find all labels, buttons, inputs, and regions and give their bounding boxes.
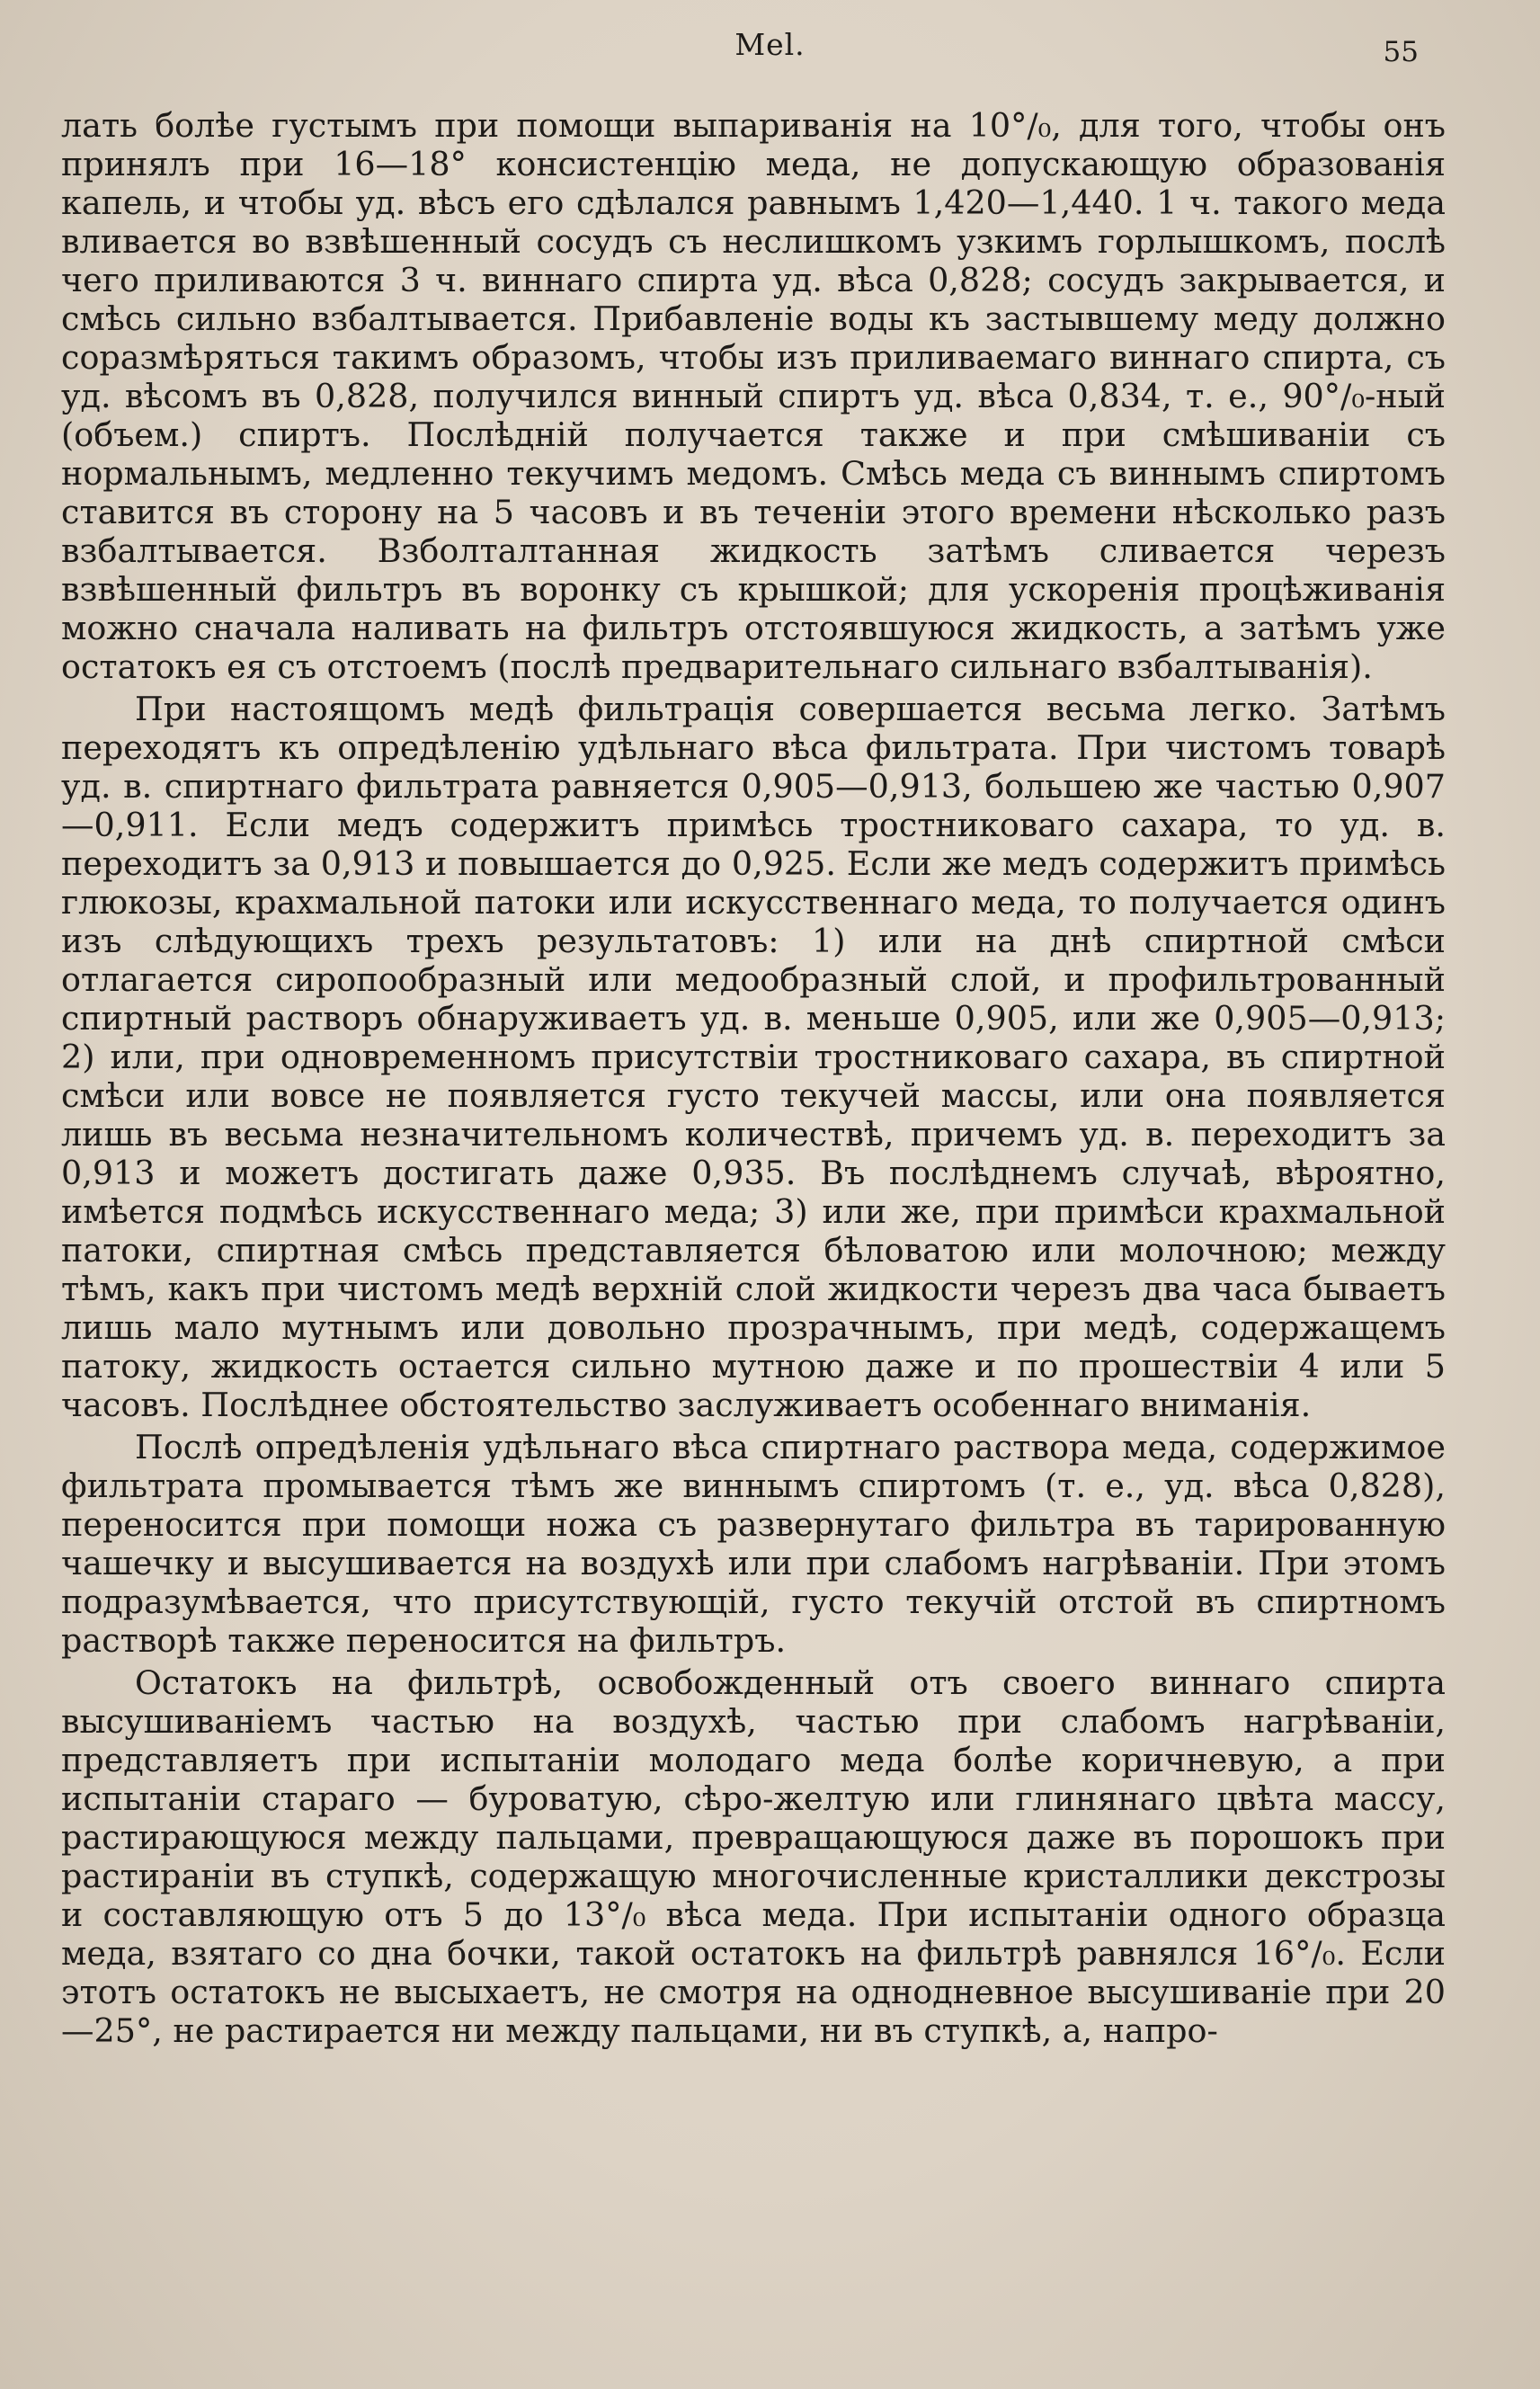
- running-head: [0, 27, 1540, 81]
- body-text: [61, 106, 1446, 2050]
- paragraph-2: При настоящомъ медѣ фильтрація совершается весьма легко. Затѣмъ переходятъ къ опредѣленію удѣльнаго вѣса фильтрата. При чистомъ товарѣ уд. в. спиртнаго фильтрата равняется 0,905—0,913, большею же частью 0,907—0,911. Если медъ содержитъ примѣсь тростниковаго сахара, то уд. в. переходитъ за 0,913 и повышается до 0,925. Если же медъ содержитъ примѣсь глюкозы, крахмальной патоки или искусственнаго меда, то получается одинъ изъ слѣдующихъ трехъ результатовъ: 1) или на днѣ спиртной смѣси отлагается сиропообразный или медообразный слой, и профильтрованный спиртный растворъ обнаруживаетъ уд. в. меньше 0,905, или же 0,905—0,913; 2) или, при одновременномъ присутствіи тростниковаго сахара, въ спиртной смѣси или вовсе не появляется густо текучей массы, или она появляется лишь въ весьма незначительномъ количествѣ, причемъ уд. в. переходитъ за 0,913 и можетъ достигать даже 0,935. Въ послѣднемъ случаѣ, вѣроятно, имѣется подмѣсь искусственнаго меда; 3) или же, при примѣси крахмальной патоки, спиртная смѣсь представляется бѣловатою или молочною; между тѣмъ, какъ при чистомъ медѣ верхній слой жидкости черезъ два часа бываетъ лишь мало мутнымъ или довольно прозрачнымъ, при медѣ, содержащемъ патоку, жидкость остается сильно мутною даже и по прошествіи 4 или 5 часовъ. Послѣднее обстоятельство заслуживаетъ особеннаго вниманія.: [61, 690, 1446, 1424]
- running-title: Mel.: [734, 27, 806, 62]
- paragraph-1: лать болѣе густымъ при помощи выпариванія на 10°/₀, для того, чтобы онъ принялъ при 16—18° консистенцію меда, не допускающую образованія капель, и чтобы уд. вѣсъ его сдѣлался равнымъ 1,420—1,440. 1 ч. такого меда вливается во взвѣшенный сосудъ съ неслишкомъ узкимъ горлышкомъ, послѣ чего приливаются 3 ч. виннаго спирта уд. вѣса 0,828; сосудъ закрывается, и смѣсь сильно взбалтывается. Прибавленіе воды къ застывшему меду должно соразмѣряться такимъ образомъ, чтобы изъ приливаемаго виннаго спирта, съ уд. вѣсомъ въ 0,828, получился винный спиртъ уд. вѣса 0,834, т. е., 90°/₀-ный (объем.) спиртъ. Послѣдній получается также и при смѣшиваніи съ нормальнымъ, медленно текучимъ медомъ. Смѣсь меда съ виннымъ спиртомъ ставится въ сторону на 5 часовъ и въ теченіи этого времени нѣсколько разъ взбалтывается. Взболталтанная жидкость затѣмъ сливается черезъ взвѣшенный фильтръ въ воронку съ крышкой; для ускоренія процѣживанія можно сначала наливать на фильтръ отстоявшуюся жидкость, а затѣмъ уже остатокъ ея съ отстоемъ (послѣ предварительнаго сильнаго взбалтыванія).: [61, 106, 1446, 686]
- paragraph-3: Послѣ опредѣленія удѣльнаго вѣса спиртнаго раствора меда, содержимое фильтрата промывается тѣмъ же виннымъ спиртомъ (т. е., уд. вѣса 0,828), переносится при помощи ножа съ развернутаго фильтра въ тарированную чашечку и высушивается на воздухѣ или при слабомъ нагрѣваніи. При этомъ подразумѣвается, что присутствующій, густо текучій отстой въ спиртномъ растворѣ также переносится на фильтръ.: [61, 1428, 1446, 1660]
- paragraph-4: Остатокъ на фильтрѣ, освобожденный отъ своего виннаго спирта высушиваніемъ частью на воздухѣ, частью при слабомъ нагрѣваніи, представляетъ при испытаніи молодаго меда болѣе коричневую, а при испытаніи стараго — буроватую, сѣро-желтую или глинянаго цвѣта массу, растирающуюся между пальцами, превращающуюся даже въ порошокъ при растираніи въ ступкѣ, содержащую многочисленные кристаллики декстрозы и составляющую отъ 5 до 13°/₀ вѣса меда. При испытаніи одного образца меда, взятаго со дна бочки, такой остатокъ на фильтрѣ равнялся 16°/₀. Если этотъ остатокъ не высыхаетъ, не смотря на однодневное высушиваніе при 20—25°, не растирается ни между пальцами, ни въ ступкѣ, а, напро-: [61, 1663, 1446, 2050]
- page-number: 55: [1383, 36, 1419, 68]
